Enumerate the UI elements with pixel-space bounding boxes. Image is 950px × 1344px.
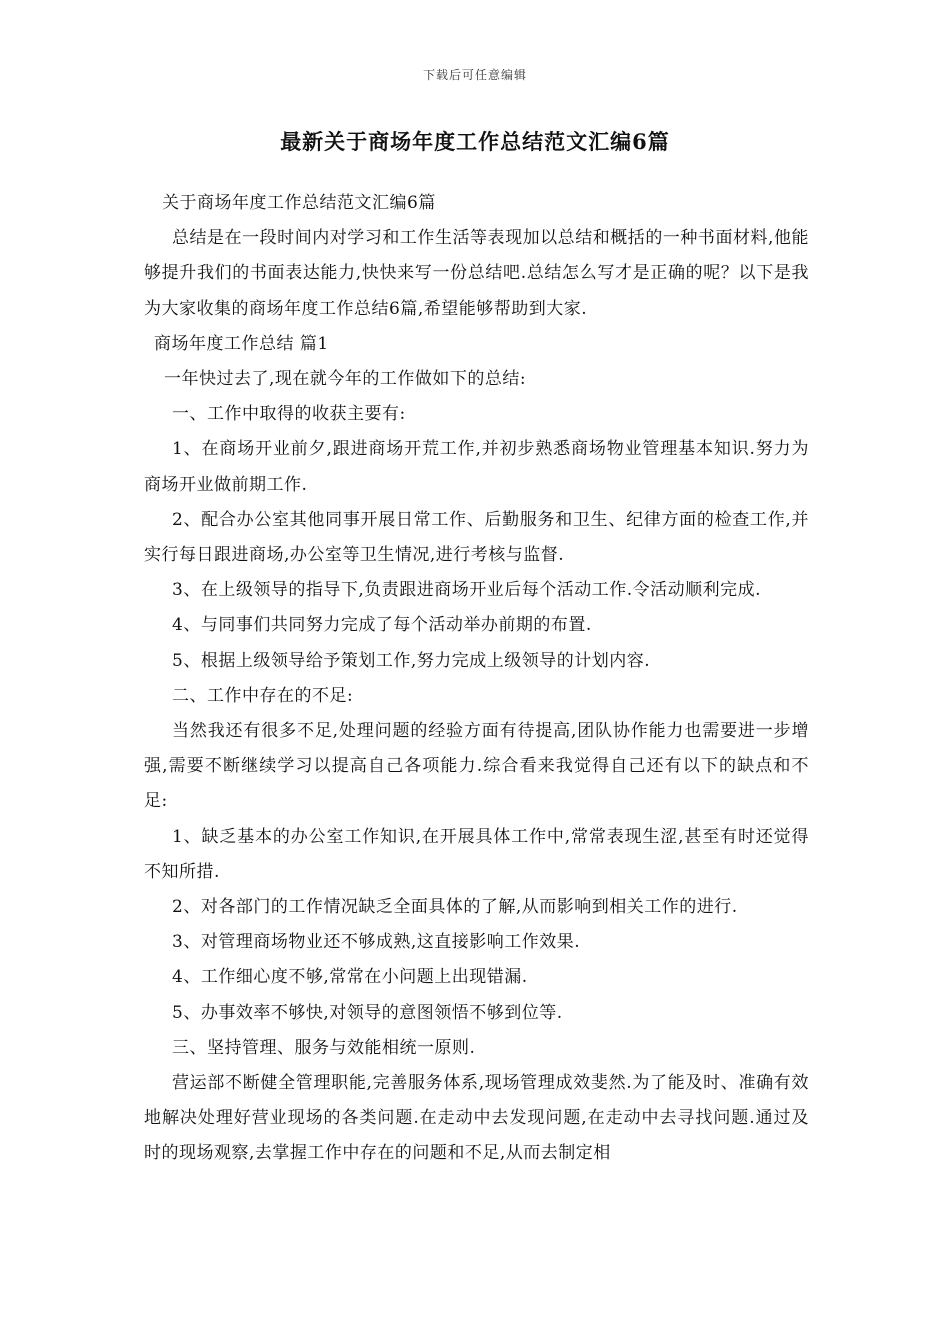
list-item: 4、与同事们共同努力完成了每个活动举办前期的布置. [172, 615, 592, 636]
body-paragraph: 营运部不断健全管理职能,完善服务体系,现场管理成效斐然.为了能及时、准确有效地解决处理好营业现场的各类问题.在走动中去发现问题,在走动中去寻找问题.通过及时的现场观察,去掌握工作中存在的问题和不足,从而去制定相 [144, 1073, 809, 1164]
list-item: 1、在商场开业前夕,跟进商场开荒工作,并初步熟悉商场物业管理基本知识.努力为商场开业做前期工作. [144, 439, 809, 495]
list-heading: 二、工作中存在的不足: [172, 685, 354, 706]
header-note: 下载后可任意编辑 [422, 68, 527, 82]
list-item: 5、根据上级领导给予策划工作,努力完成上级领导的计划内容. [172, 650, 651, 671]
list-item: 3、对管理商场物业还不够成熟,这直接影响工作效果. [172, 932, 581, 953]
list-heading: 一、工作中取得的收获主要有: [172, 404, 406, 425]
document-title: 最新关于商场年度工作总结范文汇编6篇 [280, 129, 670, 154]
document-body [144, 186, 809, 1172]
list-item: 3、在上级领导的指导下,负责跟进商场开业后每个活动工作.令活动顺利完成. [172, 580, 762, 601]
list-item: 4、工作细心度不够,常常在小问题上出现错漏. [172, 967, 528, 988]
subtitle-paragraph: 关于商场年度工作总结范文汇编6篇 [162, 193, 436, 213]
list-item: 1、缺乏基本的办公室工作知识,在开展具体工作中,常常表现生涩,甚至有时还觉得不知所措. [144, 826, 809, 882]
body-paragraph: 当然我还有很多不足,处理问题的经验方面有待提高,团队协作能力也需要进一步增强,需要不断继续学习以提高自己各项能力.综合看来我觉得自己还有以下的缺点和不足: [144, 721, 809, 812]
list-item: 2、配合办公室其他同事开展日常工作、后勤服务和卫生、纪律方面的检查工作,并实行每日跟进商场,办公室等卫生情况,进行考核与监督. [144, 509, 809, 566]
list-heading: 三、坚持管理、服务与效能相统一原则. [172, 1037, 476, 1058]
list-item: 5、办事效率不够快,对领导的意图领悟不够到位等. [172, 1002, 563, 1023]
section-heading: 商场年度工作总结 篇1 [154, 333, 329, 354]
intro-paragraph: 总结是在一段时间内对学习和工作生活等表现加以总结和概括的一种书面材料,他能够提升我们的书面表达能力,快快来写一份总结吧.总结怎么写才是正确的呢？以下是我为大家收集的商场年度工作总结6篇,希望能够帮助到大家. [144, 228, 809, 319]
list-item: 2、对各部门的工作情况缺乏全面具体的了解,从而影响到相关工作的进行. [172, 897, 738, 918]
opening-paragraph: 一年快过去了,现在就今年的工作做如下的总结: [164, 369, 527, 390]
